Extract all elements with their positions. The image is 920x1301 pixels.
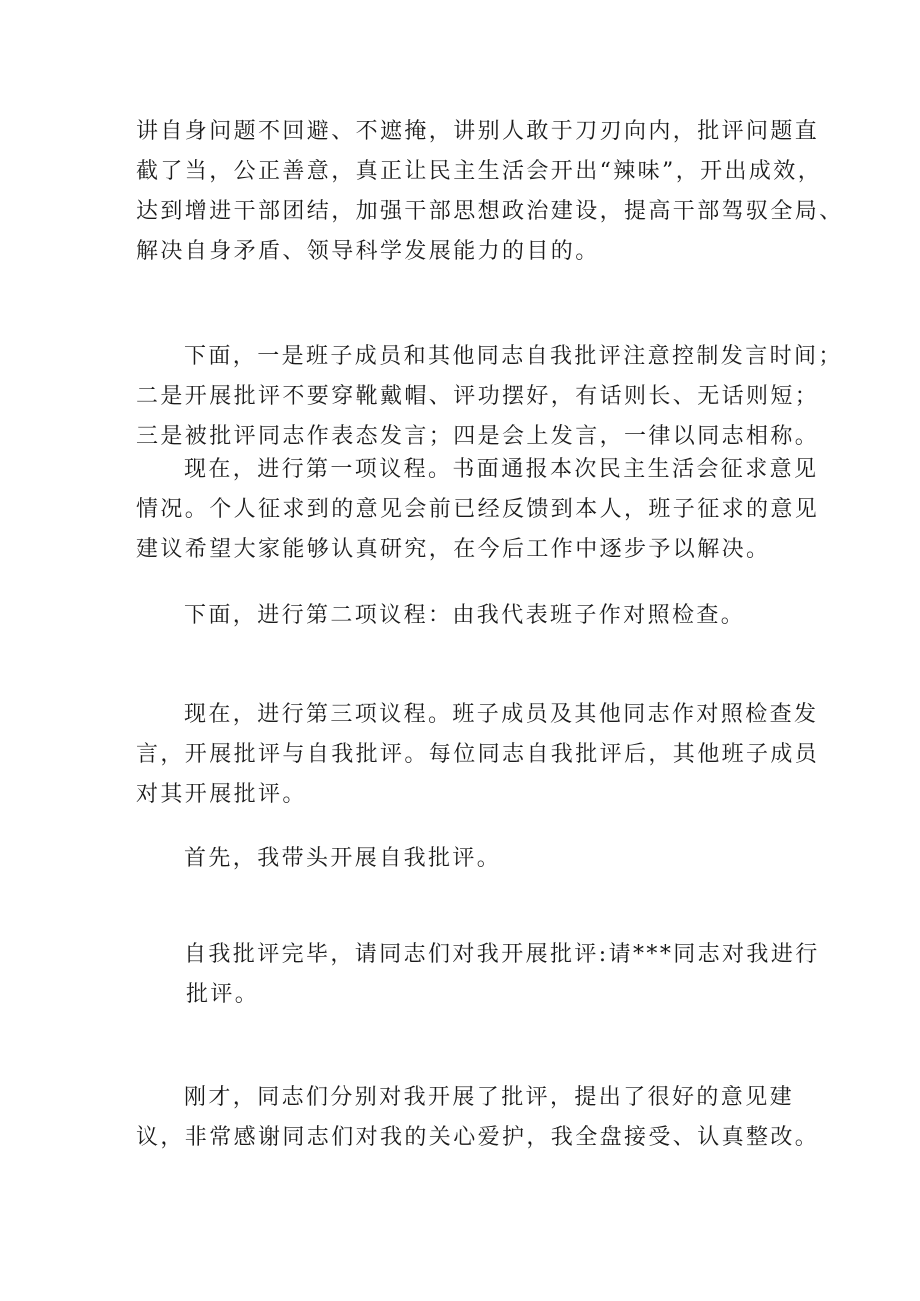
paragraph-4 [136,596,796,636]
paragraph-3 [136,450,820,570]
paragraph-5 [136,695,820,815]
paragraph-1-line-4: 解决自身矛盾、领导科学发展能力的目的。 [136,239,600,264]
paragraph-4-line-1: 下面，进行第二项议程：由我代表班子作对照检查。 [184,603,746,628]
paragraph-8 [136,1078,820,1158]
paragraph-5-line-3: 对其开展批评。 [136,782,307,807]
paragraph-7-line-1: 自我批评完毕，请同志们对我开展批评:请***同志对我进行 [184,942,820,967]
paragraph-1-line-2: 截了当，公正善意，真正让民主生活会开出“辣味”，开出成效， [136,159,823,184]
paragraph-2 [136,337,843,457]
paragraph-3-line-1: 现在，进行第一项议程。书面通报本次民主生活会征求意见 [184,457,819,482]
paragraph-8-line-1: 刚才，同志们分别对我开展了批评，提出了很好的意见建 [184,1085,795,1110]
paragraph-7 [136,935,820,1015]
paragraph-6-line-1: 首先，我带头开展自我批评。 [184,846,502,871]
paragraph-2-line-2: 二是开展批评不要穿靴戴帽、评功摆好，有话则长、无话则短； [136,384,820,409]
paragraph-1-line-3: 达到增进干部团结，加强干部思想政治建设，提高干部驾驭全局、 [136,199,844,224]
paragraph-5-line-2: 言，开展批评与自我批评。每位同志自我批评后，其他班子成员 [136,742,820,767]
paragraph-6 [136,839,796,879]
paragraph-2-line-1: 下面，一是班子成员和其他同志自我批评注意控制发言时间； [184,344,843,369]
paragraph-3-line-2: 情况。个人征求到的意见会前已经反馈到本人，班子征求的意见 [136,497,820,522]
paragraph-3-line-3: 建议希望大家能够认真研究，在今后工作中逐步予以解决。 [136,537,771,562]
paragraph-7-line-2: 批评。 [186,982,260,1007]
paragraph-5-line-1: 现在，进行第三项议程。班子成员及其他同志作对照检查发 [184,702,819,727]
paragraph-1-line-1: 讲自身问题不回避、不遮掩，讲别人敢于刀刃向内，批评问题直 [136,119,820,144]
paragraph-2-line-3: 三是被批评同志作表态发言；四是会上发言，一律以同志相称。 [136,424,820,449]
paragraph-1 [136,112,844,272]
paragraph-8-line-2: 议，非常感谢同志们对我的关心爱护，我全盘接受、认真整改。 [136,1125,820,1150]
